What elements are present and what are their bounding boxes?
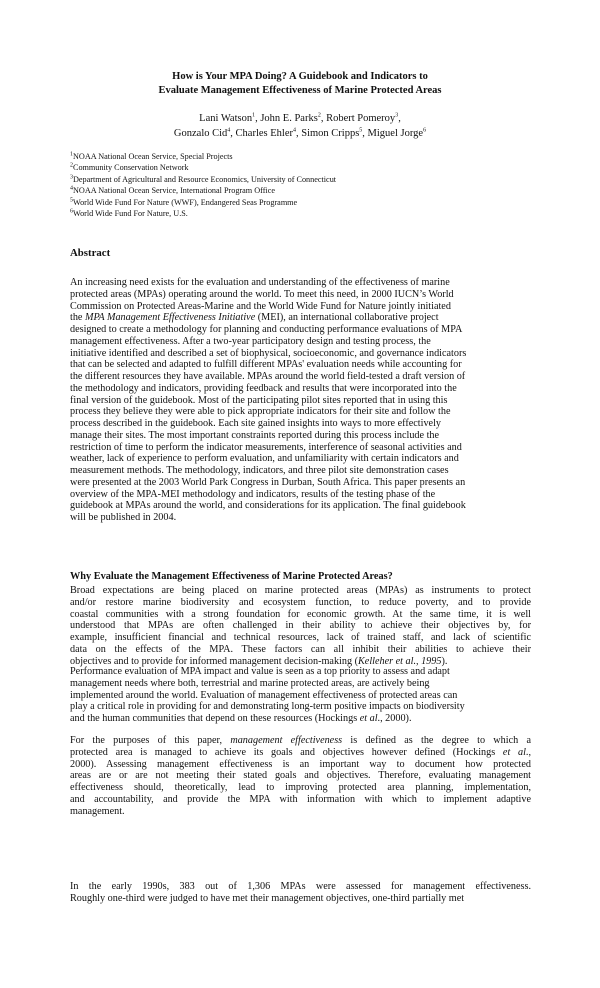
text-line: understood that MPAs are often challenged in their ability to achieve their objectives by, for [70, 620, 531, 632]
paragraph-4 [70, 881, 531, 905]
author-name: Simon Cripps [301, 128, 360, 139]
author-name: Charles Ehler [235, 128, 293, 139]
text-line: implemented around the world. Evaluation of management effectiveness of protected areas can [70, 689, 458, 701]
text-line: effectiveness should, theoretically, lead to improving protected area planning, implementation, [70, 782, 531, 793]
text-line: initiative identified and described a set of biophysical, socioeconomic, and governance indicators [70, 347, 467, 359]
affiliation-line [70, 162, 336, 173]
text-line: data on the effects of the MPA. These factors can all inhibit their abilities to achieve their [70, 643, 531, 655]
text-line: final version of the guidebook. Most of the participating pilot sites reported that in using this [70, 394, 448, 406]
affiliation-line [70, 208, 336, 219]
text-line: Roughly one-third were judged to have met their management objectives, one-third partially met [70, 892, 465, 904]
text-line: process described in the guidebook. Each site gained insights into ways to more effectively [70, 418, 441, 429]
text-line: An increasing need exists for the evaluation and understanding of the effectiveness of marine [70, 277, 450, 288]
affiliation-text: Community Conservation Network [73, 163, 189, 173]
section-heading: Why Evaluate the Management Effectiveness of Marine Protected Areas? [70, 571, 393, 582]
affiliation-mark: 1 [70, 151, 73, 158]
text-line: management effectiveness. After a two-year participatory design and testing process, the [70, 335, 431, 347]
text-line: In the early 1990s, 383 out of 1,306 MPAs were assessed for management effectiveness. [70, 881, 531, 892]
italic-text: management effectiveness [230, 735, 343, 746]
author-affiliation-mark: 2 [317, 112, 321, 119]
text-line: manage their sites. The most important constraints reported during this process include the [70, 429, 440, 441]
affiliations [70, 151, 336, 219]
author-affiliation-mark: 5 [359, 127, 363, 134]
affiliation-text: NOAA National Ocean Service, Special Projects [73, 152, 233, 161]
author-name: Gonzalo Cid [173, 128, 228, 139]
text-line: the MPA Management Effectiveness Initiative (MEI), an international collaborative project [70, 312, 439, 324]
affiliation-line [70, 197, 336, 208]
text-line: Performance evaluation of MPA impact and value is seen as a top priority to assess and adapt [70, 666, 450, 677]
text-line: protected areas (MPAs) operating around the world. To meet this need, in 2000 IUCN’s World [70, 288, 454, 300]
italic-text: MPA Management Effectiveness Initiative [85, 312, 256, 324]
affiliation-text: NOAA National Ocean Service, International Program Office [73, 186, 275, 196]
text-line: areas are or are not meeting their stated goals and objectives. Therefore, evaluating management [70, 770, 531, 782]
italic-text: et al [502, 746, 526, 758]
author-name: John E. Parks [260, 113, 318, 124]
affiliation-mark: 4 [70, 185, 73, 192]
affiliation-mark: 5 [70, 196, 73, 203]
abstract-heading: Abstract [70, 247, 111, 259]
paragraph-2 [70, 666, 531, 725]
title-line-1: How is Your MPA Doing? A Guidebook and Indicators to [172, 71, 428, 82]
text-line: management needs where both, terrestrial and marine protected areas, are actively being [70, 677, 430, 689]
text-line: Commission on Protected Areas-Marine and the World Wide Fund for Nature jointly initiated [70, 300, 451, 312]
affiliation-line [70, 185, 336, 196]
title-line-2: Evaluate Management Effectiveness of Marine Protected Areas [158, 85, 442, 96]
text-line: coastal communities with a strong foundation for economic growth. At the same time, it is well [70, 608, 531, 620]
text-line: overview of the MPA-MEI methodology and indicators, results of the testing phase of the [70, 488, 436, 500]
paper-title [0, 70, 600, 98]
text-line: and the human communities that depend on these resources (Hockings et al., 2000). [70, 713, 412, 724]
abstract-body [70, 277, 531, 524]
affiliation-mark: 2 [70, 162, 73, 169]
text-line: management. [70, 805, 125, 817]
text-line: that can be selected and adapted to fulfill different MPAs' evaluation needs while accounting for [70, 359, 462, 371]
paragraph-3 [70, 735, 531, 817]
text-line: Broad expectations are being placed on marine protected areas (MPAs) as instruments to protect [70, 585, 531, 596]
text-line: weather, lack of experience to perform evaluation, and unfamiliarity with certain indicators and [70, 453, 459, 465]
author-affiliation-mark: 4 [292, 127, 296, 134]
text-line: and/or restore marine biodiversity and ecosystem function, to reduce poverty, and to provide [70, 596, 531, 608]
italic-text: et al [359, 713, 378, 724]
italic-text: Kelleher et al., 1995 [358, 655, 442, 667]
text-line: and accountability, and provide the MPA with information with which to implement adaptive [70, 793, 531, 805]
text-line: protected area is managed to achieve its goals and objectives however defined (Hockings et al., [70, 746, 531, 758]
text-line: the different resources they have available. MPAs around the world field-tested a draft version of [70, 371, 466, 382]
affiliation-text: Department of Agricultural and Resource Economics, University of Connecticut [73, 174, 337, 184]
text-line: example, insufficient financial and technical resources, lack of trained staff, and lack of scientific [70, 632, 531, 643]
author-name: Miguel Jorge [367, 128, 424, 139]
affiliation-line [70, 174, 336, 185]
author-affiliation-mark: 3 [395, 112, 399, 119]
text-line: objectives and to provide for informed management decision-making (Kelleher et al., 1995). [70, 655, 448, 667]
author-row-1: Lani Watson$^1$, John E. Parks$^2$, Robert Pomeroy$^3$, [199, 112, 401, 124]
text-line: were presented at the 2003 World Park Congress in Durban, South Africa. This paper presents an [70, 476, 466, 488]
author-affiliation-mark: 6 [423, 127, 427, 134]
affiliation-text: World Wide Fund For Nature (WWF), Endangered Seas Programme [73, 197, 298, 207]
text-line: will be published in 2004. [70, 512, 177, 523]
author-name: Lani Watson [199, 113, 253, 124]
author-list [0, 111, 600, 141]
author-affiliation-mark: 4 [227, 127, 231, 134]
text-line: the methodology and indicators, providing feedback and results that were incorporated into the [70, 382, 457, 394]
text-line: guidebook at MPAs around the world, and considerations for its application. The final guidebook [70, 500, 466, 512]
affiliation-mark: 6 [70, 208, 73, 215]
author-row-2: Gonzalo Cid$^4$, Charles Ehler$^4$, Simon Cripps$^5$, Miguel Jorge$^6$ [173, 127, 427, 139]
paragraph-1 [70, 585, 531, 667]
text-line: restriction of time to perform the indicator measurements, interference of seasonal activities and [70, 441, 462, 453]
author-affiliation-mark: 1 [252, 112, 256, 119]
affiliation-text: World Wide Fund For Nature, U.S. [73, 209, 188, 219]
author-name: Robert Pomeroy [326, 113, 396, 124]
text-line: designed to create a methodology for planning and conducting performance evaluations of MPA [70, 324, 463, 335]
text-line: play a critical role in providing for and demonstrating long-term positive impacts on biodiversity [70, 701, 465, 713]
text-line: measurement methods. The methodology, indicators, and three pilot site demonstration cases [70, 465, 449, 476]
affiliation-mark: 3 [70, 174, 73, 181]
text-line: process they believe they were able to pick appropriate indicators for their site and follow the [70, 406, 451, 418]
affiliation-line [70, 151, 336, 162]
text-line: 2000). Assessing management effectiveness is an important way to document how protected [70, 758, 531, 770]
text-line: For the purposes of this paper, management effectiveness is defined as the degree to which a [70, 735, 531, 746]
